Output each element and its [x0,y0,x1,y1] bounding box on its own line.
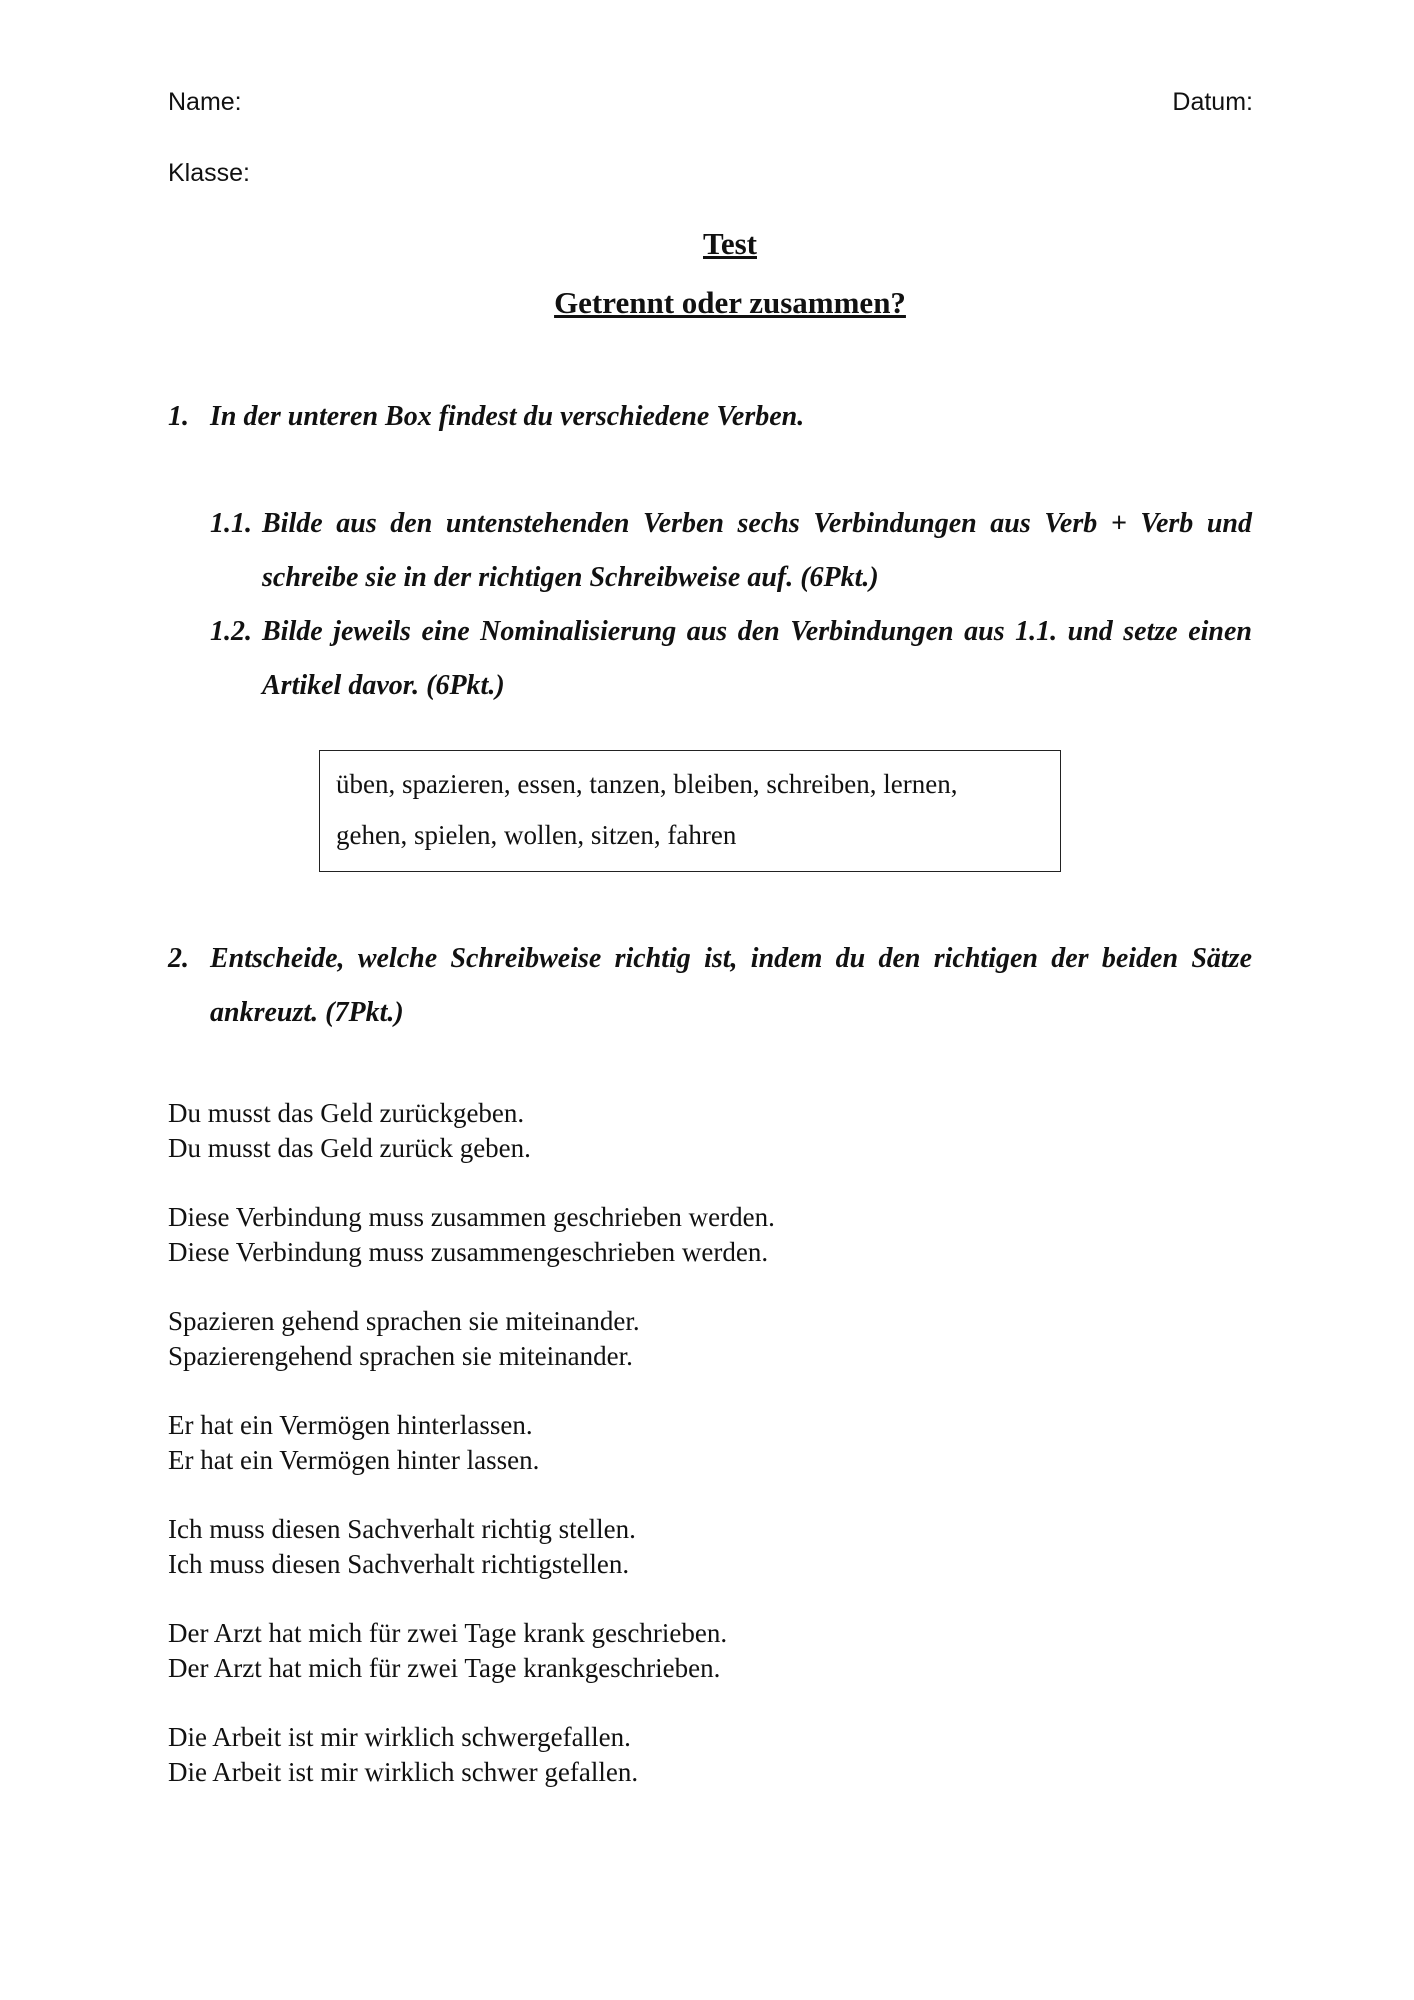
sentence-option[interactable]: Ich muss diesen Sachverhalt richtig stellen. [168,1514,636,1544]
task-1-number: 1. [168,401,189,432]
verb-box-line-2: gehen, spielen, wollen, sitzen, fahren [336,820,737,850]
task-2 [168,932,1252,1040]
sentence-option[interactable]: Die Arbeit ist mir wirklich schwer gefallen. [168,1757,639,1787]
name-label: Name: [168,88,242,116]
sentence-pair [168,1200,1168,1270]
sentence-option[interactable]: Spazierengehend sprachen sie miteinander. [168,1341,633,1371]
task-1-1 [210,497,1252,605]
class-label: Klasse: [168,159,250,187]
sentence-option[interactable]: Er hat ein Vermögen hinterlassen. [168,1410,533,1440]
sentence-option[interactable]: Du musst das Geld zurück geben. [168,1133,531,1163]
sentence-pair [168,1512,1168,1582]
task-2-text: Entscheide, welche Schreibweise richtig ist, indem du den richtigen der beiden Sätze ankreuzt. (7Pkt.) [210,943,1252,1028]
sentence-pair [168,1720,1168,1790]
sentence-option[interactable]: Der Arzt hat mich für zwei Tage krank geschrieben. [168,1618,728,1648]
task-1-2 [210,605,1252,713]
sentence-pair [168,1096,1168,1166]
sentence-option[interactable]: Diese Verbindung muss zusammen geschrieben werden. [168,1202,775,1232]
task-1-2-number: 1.2. [210,616,252,647]
sentence-option[interactable]: Du musst das Geld zurückgeben. [168,1098,525,1128]
task-1 [168,390,1252,444]
sentence-pair [168,1304,1168,1374]
task-1-2-text: Bilde jeweils eine Nominalisierung aus den Verbindungen aus 1.1. und setze einen Artikel davor. (6Pkt.) [262,616,1252,701]
page-title: Test [703,226,757,261]
sentence-option[interactable]: Der Arzt hat mich für zwei Tage krankgeschrieben. [168,1653,721,1683]
sentence-option[interactable]: Spazieren gehend sprachen sie miteinander. [168,1306,640,1336]
sentence-option[interactable]: Ich muss diesen Sachverhalt richtigstellen. [168,1549,630,1579]
task-1-1-number: 1.1. [210,508,252,539]
verb-box-line-1: üben, spazieren, essen, tanzen, bleiben, schreiben, lernen, [336,769,958,799]
page-subtitle: Getrennt oder zusammen? [554,285,906,320]
date-label: Datum: [1172,88,1253,116]
task-2-number: 2. [168,943,189,974]
sentence-option[interactable]: Er hat ein Vermögen hinter lassen. [168,1445,540,1475]
sentence-pair [168,1616,1168,1686]
sentence-pair [168,1408,1168,1478]
verb-box [319,750,1061,872]
task-1-text: In der unteren Box findest du verschiedene Verben. [210,401,805,432]
sentence-option[interactable]: Diese Verbindung muss zusammengeschrieben werden. [168,1237,769,1267]
task-1-1-text: Bilde aus den untenstehenden Verben sechs Verbindungen aus Verb + Verb und schreibe sie in der richtigen Schreibweise auf. (6Pkt.) [262,508,1252,593]
sentence-pairs [168,1096,1168,1824]
sentence-option[interactable]: Die Arbeit ist mir wirklich schwergefallen. [168,1722,631,1752]
